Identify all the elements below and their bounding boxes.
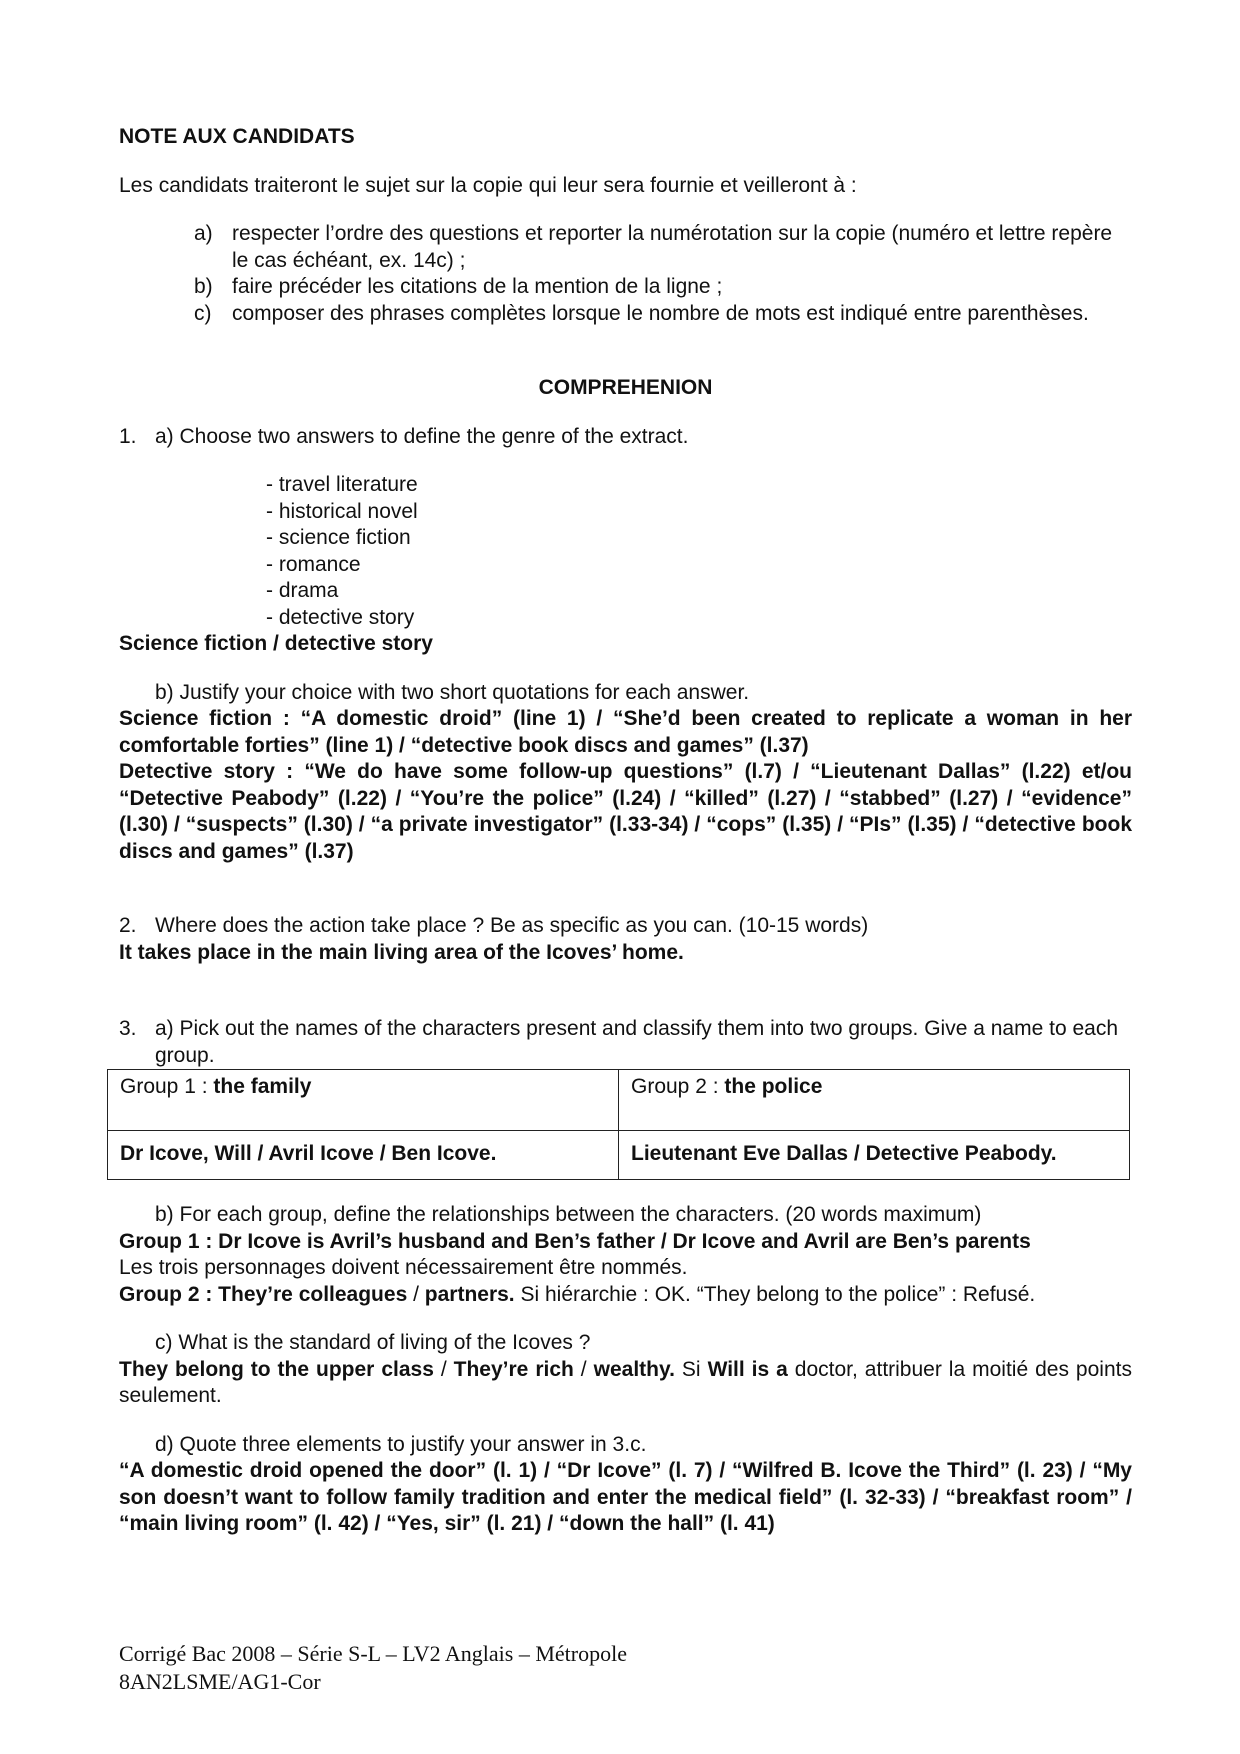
instruction-item: b) faire précéder les citations de la mention de la ligne ; bbox=[194, 275, 723, 298]
note-title: NOTE AUX CANDIDATS bbox=[119, 125, 355, 148]
section-title: COMPREHENION bbox=[538, 376, 713, 399]
q3b-group1-answer: Group 1 : Dr Icove is Avril’s husband and Ben’s father / Dr Icove and Avril are Ben’s parents bbox=[119, 1229, 1031, 1253]
choice-item: - romance bbox=[266, 552, 361, 576]
q3b-group1-note: Les trois personnages doivent nécessairement être nommés. bbox=[119, 1256, 688, 1279]
q1a-question: 1. a) Choose two answers to define the genre of the extract. bbox=[119, 424, 689, 448]
choice-item: - science fiction bbox=[266, 526, 411, 549]
footer-line-1: Corrigé Bac 2008 – Série S-L – LV2 Anglais – Métropole bbox=[119, 1641, 627, 1666]
page-footer bbox=[119, 1640, 627, 1696]
q3d-answer: “A domestic droid opened the door” (l. 1) / “Dr Icove” (l. 7) / “Wilfred B. Icove the Third” (l. 23) / “My son doesn’t want to follow family tradition and enter the medical field” (l. 32-33) / “breakfast room” / “main living room” (l. 42) / “Yes, sir” (l. 21) / “down the hall” (l. 41) bbox=[119, 1459, 1132, 1535]
choice-item: - drama bbox=[266, 579, 339, 602]
groups-table bbox=[107, 1069, 1130, 1180]
q3c-answer: They belong to the upper class / They’re rich / wealthy. Si Will is a doctor, attribuer la moitié des points seulement. bbox=[119, 1357, 1132, 1407]
q2-question: 2. Where does the action take place ? Be as specific as you can. (10-15 words) bbox=[119, 914, 869, 937]
choice-item: - detective story bbox=[266, 605, 415, 629]
q2-answer: It takes place in the main living area of the Icoves’ home. bbox=[119, 940, 684, 964]
q3d-question: d) Quote three elements to justify your answer in 3.c. bbox=[155, 1432, 647, 1456]
choice-item: - historical novel bbox=[266, 499, 418, 523]
q3b-group2-line: Group 2 : They’re colleagues / partners. Si hiérarchie : OK. “They belong to the police” : Refusé. bbox=[119, 1282, 1036, 1306]
instruction-item: a) respecter l’ordre des questions et reporter la numérotation sur la copie (numéro et lettre repère le cas échéant, ex. 14c) ; bbox=[194, 222, 1113, 272]
q3a-question: 3. a) Pick out the names of the characters present and classify them into two groups. Give a name to each group. bbox=[119, 1017, 1118, 1067]
footer-line-2: 8AN2LSME/AG1-Cor bbox=[119, 1669, 321, 1694]
q1a-answer: Science fiction / detective story bbox=[119, 632, 433, 655]
note-intro: Les candidats traiteront le sujet sur la copie qui leur sera fournie et veilleront à : bbox=[119, 173, 857, 197]
choice-item: - travel literature bbox=[266, 473, 418, 496]
q1b-answer-sf: Science fiction : “A domestic droid” (line 1) / “She’d been created to replicate a woman in her comfortable forties” (line 1) / “detective book discs and games” (l.37) bbox=[119, 707, 1132, 757]
q3c-question: c) What is the standard of living of the Icoves ? bbox=[155, 1331, 591, 1354]
q3b-question: b) For each group, define the relationships between the characters. (20 words maximum) bbox=[155, 1203, 982, 1226]
genre-choices bbox=[266, 472, 1132, 631]
group1-header: Group 1 : the family bbox=[108, 1070, 619, 1131]
group2-header: Group 2 : the police bbox=[619, 1070, 1130, 1131]
group2-members: Lieutenant Eve Dallas / Detective Peabody. bbox=[619, 1131, 1130, 1180]
instruction-list bbox=[119, 221, 1132, 327]
q1b-question: b) Justify your choice with two short quotations for each answer. bbox=[155, 680, 750, 704]
document-body bbox=[119, 124, 1132, 1538]
group1-members: Dr Icove, Will / Avril Icove / Ben Icove. bbox=[108, 1131, 619, 1180]
q1b-answer-ds: Detective story : “We do have some follow-up questions” (l.7) / “Lieutenant Dallas” (l.22) et/ou “Detective Peabody” (l.22) / “You’re the police” (l.24) / “killed” (l.27) / “stabbed” (l.27) / “evidence” (l.30) / “suspects” (l.30) / “a private investigator” (l.33-34) / “cops” (l.35) / “PIs” (l.35) / “detective book discs and games” (l.37) bbox=[119, 760, 1132, 863]
instruction-item: c) composer des phrases complètes lorsque le nombre de mots est indiqué entre parenthèses. bbox=[194, 301, 1089, 325]
